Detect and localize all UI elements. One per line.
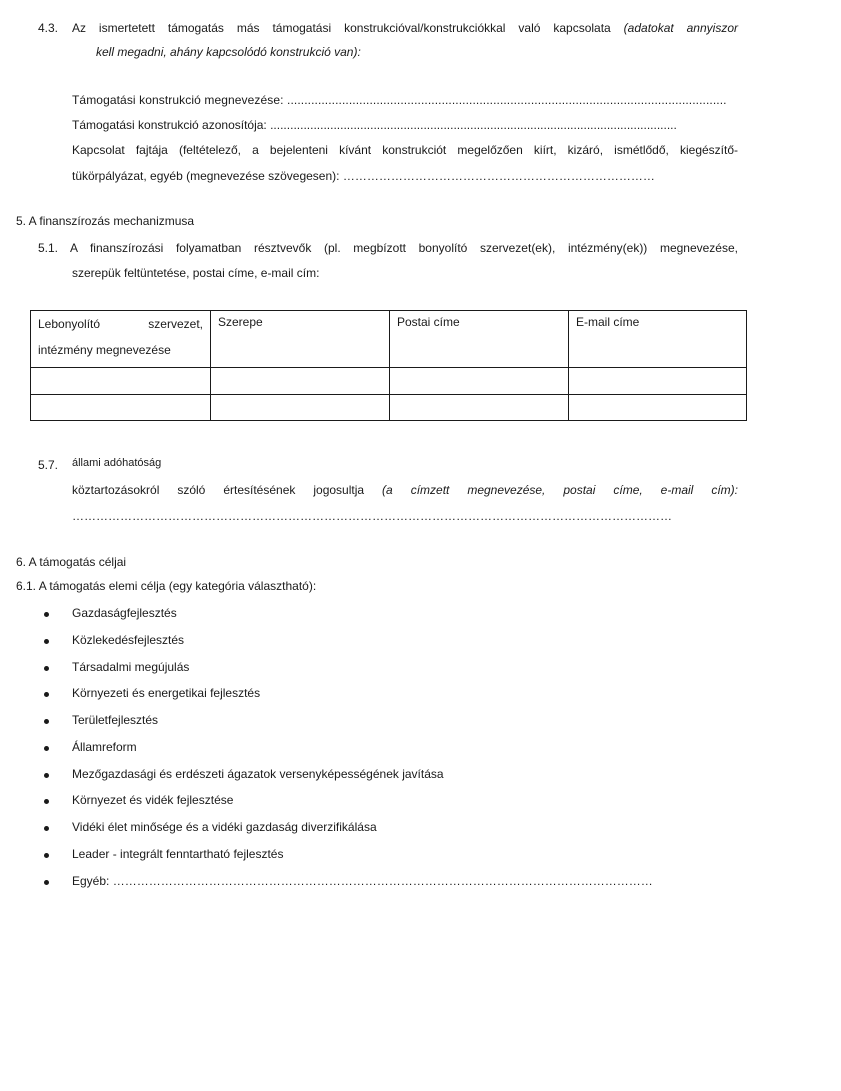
section-5-1-text: 5.1. A finanszírozási folyamatban résztvevők (pl. megbízott bonyolító szervezet(ek), intézmény(ek)) megnevezése, [38, 241, 738, 255]
section-4-3-main: Az ismertetett támogatás más támogatási konstrukcióval/konstrukciókkal való kapcsolata [72, 21, 611, 35]
list-item: Gazdaságfejlesztés [72, 606, 177, 620]
bullet-icon [44, 853, 49, 858]
list-item: Államreform [72, 740, 137, 754]
bullet-icon [44, 719, 49, 724]
bullet-icon [44, 799, 49, 804]
bullet-icon [44, 692, 49, 697]
bullet-icon [44, 746, 49, 751]
bullet-icon [44, 666, 49, 671]
section-5-7-number: 5.7. [38, 458, 59, 472]
bullet-icon [44, 639, 49, 644]
table-row [31, 368, 747, 395]
section-5-7-italic: (a címzett megnevezése, postai címe, e-mail cím): [382, 483, 738, 497]
table-cell [211, 395, 390, 421]
section-5-1-text-cont: szerepük feltüntetése, postai címe, e-mail cím: [72, 266, 320, 280]
field-construction-id: Támogatási konstrukció azonosítója: .......................................................................................................................... [72, 118, 677, 132]
section-6-heading: 6. A támogatás céljai [16, 555, 127, 569]
list-item: Társadalmi megújulás [72, 660, 190, 674]
bullet-icon [44, 880, 49, 885]
list-item: Területfejlesztés [72, 713, 159, 727]
list-item: Környezeti és energetikai fejlesztés [72, 686, 261, 700]
section-4-3-text [72, 21, 738, 35]
table-header-cell: Postai címe [390, 311, 569, 368]
list-item: Környezet és vidék fejlesztése [72, 793, 234, 807]
list-item: Vidéki élet minősége és a vidéki gazdaság diverzifikálása [72, 820, 377, 834]
participants-table [30, 310, 747, 421]
table-row [31, 395, 747, 421]
table-cell [211, 368, 390, 395]
bullet-icon [44, 773, 49, 778]
section-5-heading: 5. A finanszírozás mechanizmusa [16, 214, 195, 228]
table-header-row [31, 311, 747, 368]
section-6-1-text: 6.1. A támogatás elemi célja (egy kategória választható): [16, 579, 317, 593]
bullet-icon [44, 612, 49, 617]
table-header-cell: Szerepe [211, 311, 390, 368]
list-item: Közlekedésfejlesztés [72, 633, 185, 647]
section-4-3-italic: (adatokat annyiszor [623, 21, 738, 35]
table-cell [569, 368, 747, 395]
table-cell [390, 395, 569, 421]
field-link-type: Kapcsolat fajtája (feltételező, a bejelenteni kívánt konstrukciót megelőzően kiírt, kizáró, ismétlődő, kiegészítő- [72, 143, 738, 157]
section-5-7-title: állami adóhatóság [72, 457, 162, 469]
list-item: Leader - integrált fenntartható fejlesztés [72, 847, 284, 861]
field-link-type-cont: tükörpályázat, egyéb (megnevezése szövegesen): …………………………………………………………………… [72, 169, 655, 183]
bullet-icon [44, 826, 49, 831]
section-4-3-note: kell megadni, ahány kapcsolódó konstrukció van): [96, 45, 361, 59]
list-item: Mezőgazdasági és erdészeti ágazatok versenyképességének javítása [72, 767, 444, 781]
table-header-cell: E-mail címe [569, 311, 747, 368]
table-cell [31, 395, 211, 421]
list-item: Egyéb: ……………………………………………………………………………………………………………………… [72, 874, 653, 888]
section-5-7-dots: …………………………………………………………………………………………………………………………………… [72, 509, 672, 523]
section-5-7-main: köztartozásokról szóló értesítésének jogosultja [72, 483, 365, 497]
field-construction-name: Támogatási konstrukció megnevezése: ................................................................................................................................ [72, 93, 727, 107]
table-header-cell: Lebonyolító szervezet, intézmény megnevezése [31, 311, 211, 368]
section-5-7-text [72, 483, 738, 497]
table-cell [390, 368, 569, 395]
table-cell [569, 395, 747, 421]
section-4-3-number: 4.3. [38, 21, 59, 35]
table-cell [31, 368, 211, 395]
